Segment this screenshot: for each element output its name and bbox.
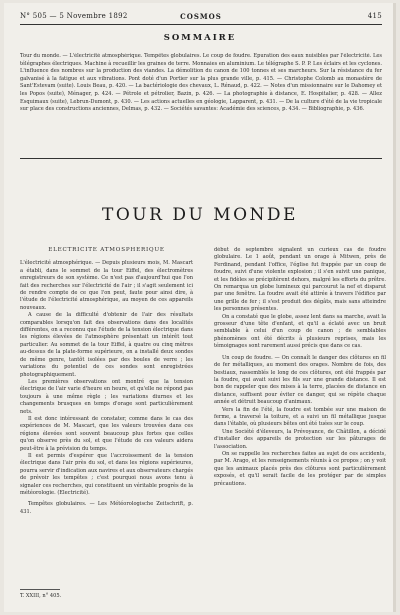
article-paragraph: Un coup de foudre. — On connaît le danger des clôtures en fil de fer métalliques, au moment des orages. Nombre de fois, des bestiaux, rassemblés le long de ces clôtures, ont été frappés par la foudre, qui avait suivi les fils sur une grande distance. Il est bon de rappeler que des mises à la terre, placées de distance en distance, suffisent pour éviter ce danger, qui se répète chaque année et détruit beaucoup d'animaux. [214, 354, 386, 406]
scan-edge [393, 3, 396, 612]
article-paragraph: Il est donc intéressant de constater, comme dans le cas des expériences de M. Mascart, que les valeurs trouvées dans ces régions élevées sont souvent beaucoup plus fortes que celles qu'on observe près du sol, et que l'étude de ces valeurs aidera peut-être à la prévision du temps. [20, 415, 193, 452]
article-paragraph: L'électricité atmosphérique. — Depuis plusieurs mois, M. Mascart a établi, dans le sommet de la tour Eiffel, des électromètres enregistreurs de son système. Ce n'est pas d'aujourd'hui que l'on fait des recherches sur l'électricité de l'air ; il s'agit seulement ici de rendre compte de ce que l'on peut, faute pour ainsi dire, à l'étude de l'électricité atmosphérique, au moyen de ces appareils nouveaux. [20, 260, 193, 311]
article-paragraph: Vers la fin de l'été, la foudre est tombée sur une maison de ferme, a traversé la toiture, et a suivi un fil métallique jusque dans l'étable, où plusieurs bêtes ont été tuées sur le coup. [214, 406, 386, 428]
running-header [20, 12, 382, 24]
article-paragraph: Une Société d'éleveurs, la Prévoyance, de Châtillon, a décidé d'installer des appareils de protection sur les pâturages de l'association. [214, 428, 386, 450]
document-page [4, 3, 396, 612]
header-rule [20, 24, 382, 25]
sommaire-title: SOMMAIRE [163, 33, 237, 43]
left-column [20, 247, 193, 597]
section-title: TOUR DU MONDE [102, 205, 298, 225]
footnote-rule [20, 589, 60, 590]
sommaire-text: Tour du monde. — L'électricité atmosphérique. Tempêtes globulaires. Le coup de foudre. Épuration des eaux nuisibles par l'électricité. Les télégraphes électriques. Machine à recueillir les graines de terre. Monnaies en aluminium. Le télégraphe S. P. P. Les éclairs et les cyclones. L'influence des nombres sur la production des viandes. La démolition du canon de 100 tonnes et ses marcheurs. Sur la résistance du fer galvanisé à la fatigue et aux vibrations. Pont doté d'un Portier sur la plus grande ville, p. 415. — Christophe Colomb au monastère de Sant'Estevam (suite). Louis Beau, p. 420. — La bactériologie des chevaux, L. Rénaud, p. 422. — Notes d'un missionnaire sur le Dahomey et les Popos (suite), Ménager, p. 424. — Pétrole et pétrolier, Bazin, p. 426. — La photographie à distance, E. Hospitalier, p. 428. — Allez Esquimaux (suite), Lebrun-Dumont, p. 430. — Les actions actuelles en géologie, Lapparent, p. 431. — De la culture d'été de la vie tropicale sur place des constructions anciennes, Delmas, p. 432. — Sociétés savantes: Académie des sciences, p. 434. — Bibliographie, p. 436. [20, 53, 382, 113]
article-paragraph: Il est permis d'espérer que l'accroissement de la tension électrique dans l'air près du sol, et dans les régions supérieures, pourra servir d'indication aux navires et aux observateurs chargés de prévoir les tempêtes ; c'est pourquoi nous avons tenu à signaler ces recherches, qui constituent un véritable progrès de la météorologie. (Electricité). [20, 452, 193, 496]
left-column-heading: ÉLECTRICITÉ ATMOSPHÉRIQUE [48, 247, 165, 253]
sommaire-rule [20, 158, 382, 159]
article-paragraph: Les premières observations ont montré que la tension électrique de l'air varie d'heure en heure, et qu'elle ne répond pas toujours à une même règle ; les variations diurnes et les changements brusques en temps d'orage sont particulièrement nets. [20, 378, 193, 415]
article-paragraph: On se rappelle les recherches faites au sujet de ces accidents, par M. Arago, et les renseignements réunis à ce propos ; on y voit que les animaux placés près des clôtures sont particulièrement exposés, et qu'il serait facile de les protéger par de simples précautions. [214, 450, 386, 487]
page-number: 415 [367, 12, 382, 20]
right-column [214, 247, 386, 597]
issue-date: N° 505 — 5 Novembre 1892 [20, 12, 128, 20]
footnote: T. XXIII, n° 405. [20, 593, 62, 599]
article-paragraph: A cause de la difficulté d'obtenir de l'air des résultats comparables lorsqu'on fait des observations dans des localités différentes, on a reconnu que l'étude de la tension électrique dans les régions élevées de l'atmosphère présentait un intérêt tout particulier. Au sommet de la tour Eiffel, à quatre ou cinq mètres au-dessus de la plate-forme supérieure, on a installé deux sondes de même genre, tantôt isolées par des boules de verre ; les variations du potentiel de ces sondes sont enregistrées photographiquement. [20, 312, 193, 378]
article-paragraph-tail: Tempêtes globulaires. — Les Météorologische Zeitschrift, p. 431. [20, 501, 193, 515]
article-paragraph: On a constaté que le globe, assez lent dans sa marche, avait la grosseur d'une tête d'enfant, et qu'il a éclaté avec un bruit semblable à celui d'un coup de canon ; de semblables phénomènes ont été décrits à plusieurs reprises, mais les témoignages sont rarement aussi précis que dans ce cas. [214, 313, 386, 350]
article-paragraph: début de septembre signalent un curieux cas de foudre globulaire. Le 1 août, pendant un orage à Mitwen, près de Ferdinand, pendant l'office, l'église fut frappée par un coup de foudre, suivi d'une violente explosion ; il s'en suivit une panique, et les fidèles se précipitèrent dehors, malgré les efforts du prêtre. On remarqua un globe lumineux qui parcourut la nef et disparut par une fenêtre. La foudre avait été attirée à travers l'édifice par une grille de fer ; il s'est produit des dégâts, mais sans atteindre les personnes présentes. [214, 247, 386, 313]
journal-name: COSMOS [180, 12, 222, 21]
